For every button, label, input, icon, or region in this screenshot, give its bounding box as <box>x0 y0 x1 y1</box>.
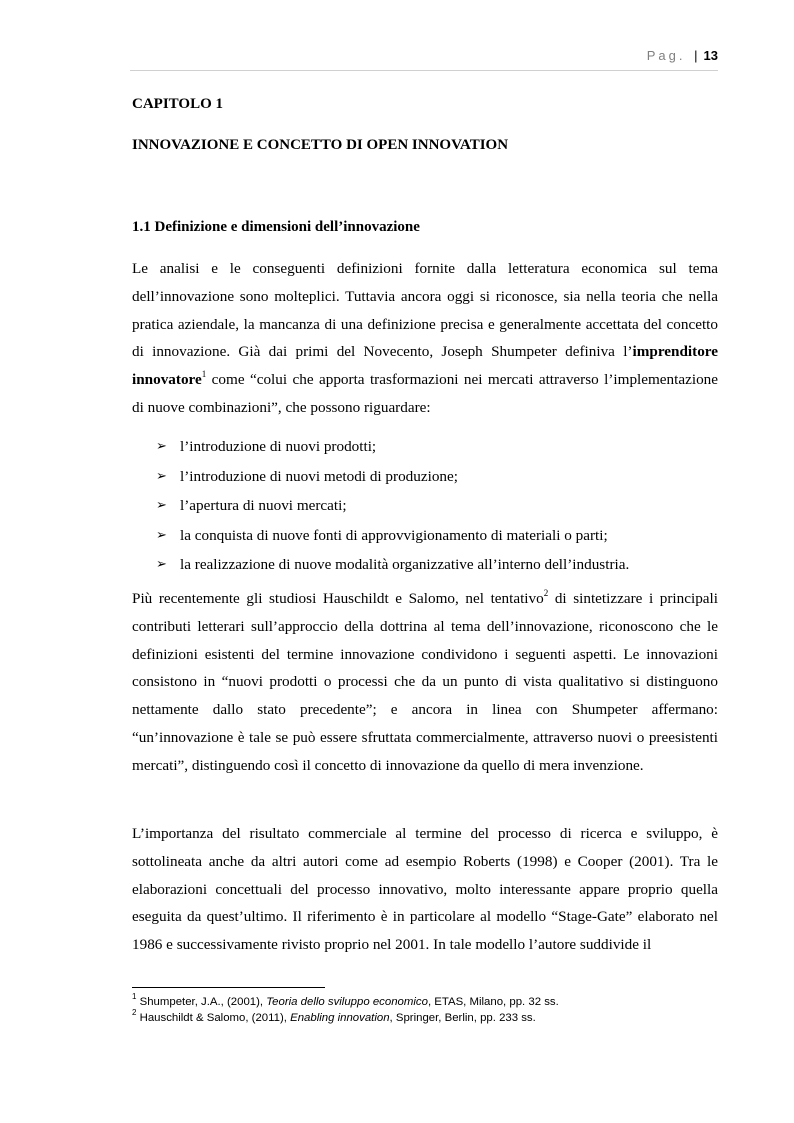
paragraph-1-text-end: come “colui che apporta trasformazioni nei mercati attraverso l’implementazione di nuove combinazioni”, che possono riguardare: <box>132 371 718 416</box>
arrowhead-bullet-icon: ➢ <box>156 467 167 483</box>
page-number: 13 <box>703 48 718 63</box>
header-separator: | <box>694 48 698 63</box>
list-item-text: la conquista di nuove fonti di approvvigionamento di materiali o parti; <box>180 526 608 544</box>
arrowhead-bullet-icon: ➢ <box>156 526 167 542</box>
footnote-text-end: , ETAS, Milano, pp. 32 ss. <box>427 996 559 1008</box>
chapter-label: CAPITOLO 1 <box>132 96 223 112</box>
list-item-text: l’introduzione di nuovi prodotti; <box>180 438 377 455</box>
list-item <box>156 550 629 580</box>
paragraph-1 <box>132 255 718 422</box>
page-label: Pag. <box>646 48 686 63</box>
list-item <box>156 432 629 462</box>
footnote-text: Hauschildt & Salomo, (2011), <box>136 1012 291 1024</box>
footnote-text-end: , Springer, Berlin, pp. 233 ss. <box>389 1012 536 1024</box>
section-title: 1.1 Definizione e dimensioni dell’innovazione <box>132 219 420 235</box>
list-item <box>156 521 629 551</box>
page-indicator <box>647 48 718 63</box>
bold-term: imprenditore innovatore <box>132 343 718 389</box>
footnote-ref-1[interactable]: 1 <box>201 369 207 380</box>
chapter-title: INNOVAZIONE E CONCETTO DI OPEN INNOVATION <box>132 137 509 153</box>
footnote-title: Enabling innovation <box>290 1012 390 1024</box>
footnote-number: 2 <box>132 1008 137 1018</box>
paragraph-3: L’importanza del risultato commerciale al termine del processo di ricerca e sviluppo, è sottolineata anche da altri autori come ad esempio Roberts (1998) e Cooper (2001). Tra le elaborazioni concettuali del processo innovativo, molto interessante appare proprio quella eseguita da quest’ultimo. Il riferimento è in particolare al modello “Stage-Gate” elaborato nel 1986 e successivamente rivisto proprio nel 2001. In tale modello l’autore suddivide il <box>132 825 718 954</box>
footnote-title: Teoria dello sviluppo economico <box>266 996 428 1008</box>
paragraph-2 <box>132 585 718 780</box>
list-item-text: l’apertura di nuovi mercati; <box>180 497 347 515</box>
list-item-text: l’introduzione di nuovi metodi di produzione; <box>180 467 458 485</box>
arrowhead-bullet-icon: ➢ <box>156 556 167 572</box>
page-header <box>130 48 718 71</box>
bullet-list <box>156 432 629 580</box>
footnotes <box>132 994 559 1026</box>
paragraph-2-text-end: di sintetizzare i principali contributi letterari sull’approccio della dottrina al tema dell’innovazione, riconoscono che le definizioni esistenti del termine innovazione condividono i seguenti aspetti. Le innovazioni consistono in “nuovi prodotti o processi che da un punto di vista qualitativo si distinguono nettamente dallo stato precedente”; e ancora in linea con Shumpeter affermano: “un’innovazione è tale se può essere sfruttata commercialmente, attraverso nuovi o preesistenti mercati”, distinguendo così il concetto di innovazione da quello di mera invenzione. <box>132 590 718 774</box>
list-item <box>156 491 629 521</box>
footnote-separator <box>132 987 325 988</box>
list-item-text: la realizzazione di nuove modalità organizzative all’interno dell’industria. <box>180 556 630 574</box>
paragraph-1-text: Le analisi e le conseguenti definizioni fornite dalla letteratura economica sul tema dell’innovazione sono molteplici. Tuttavia ancora oggi si riconosce, sia nella teoria che nella pratica aziendale, la mancanza di una definizione precisa e generalmente accettata del concetto di innovazione. Già dai primi del Novecento, Joseph Shumpeter definiva l’ <box>132 260 718 361</box>
footnote-number: 1 <box>132 992 137 1002</box>
footnote-1 <box>132 994 559 1010</box>
paragraph-2-text: Più recentemente gli studiosi Hauschildt e Salomo, nel tentativo <box>132 590 544 607</box>
footnote-2 <box>132 1010 559 1026</box>
footnote-text: Shumpeter, J.A., (2001), <box>136 996 267 1008</box>
arrowhead-bullet-icon: ➢ <box>156 497 167 513</box>
footnote-ref-2[interactable]: 2 <box>543 587 549 598</box>
list-item <box>156 462 629 492</box>
arrowhead-bullet-icon: ➢ <box>156 438 167 453</box>
